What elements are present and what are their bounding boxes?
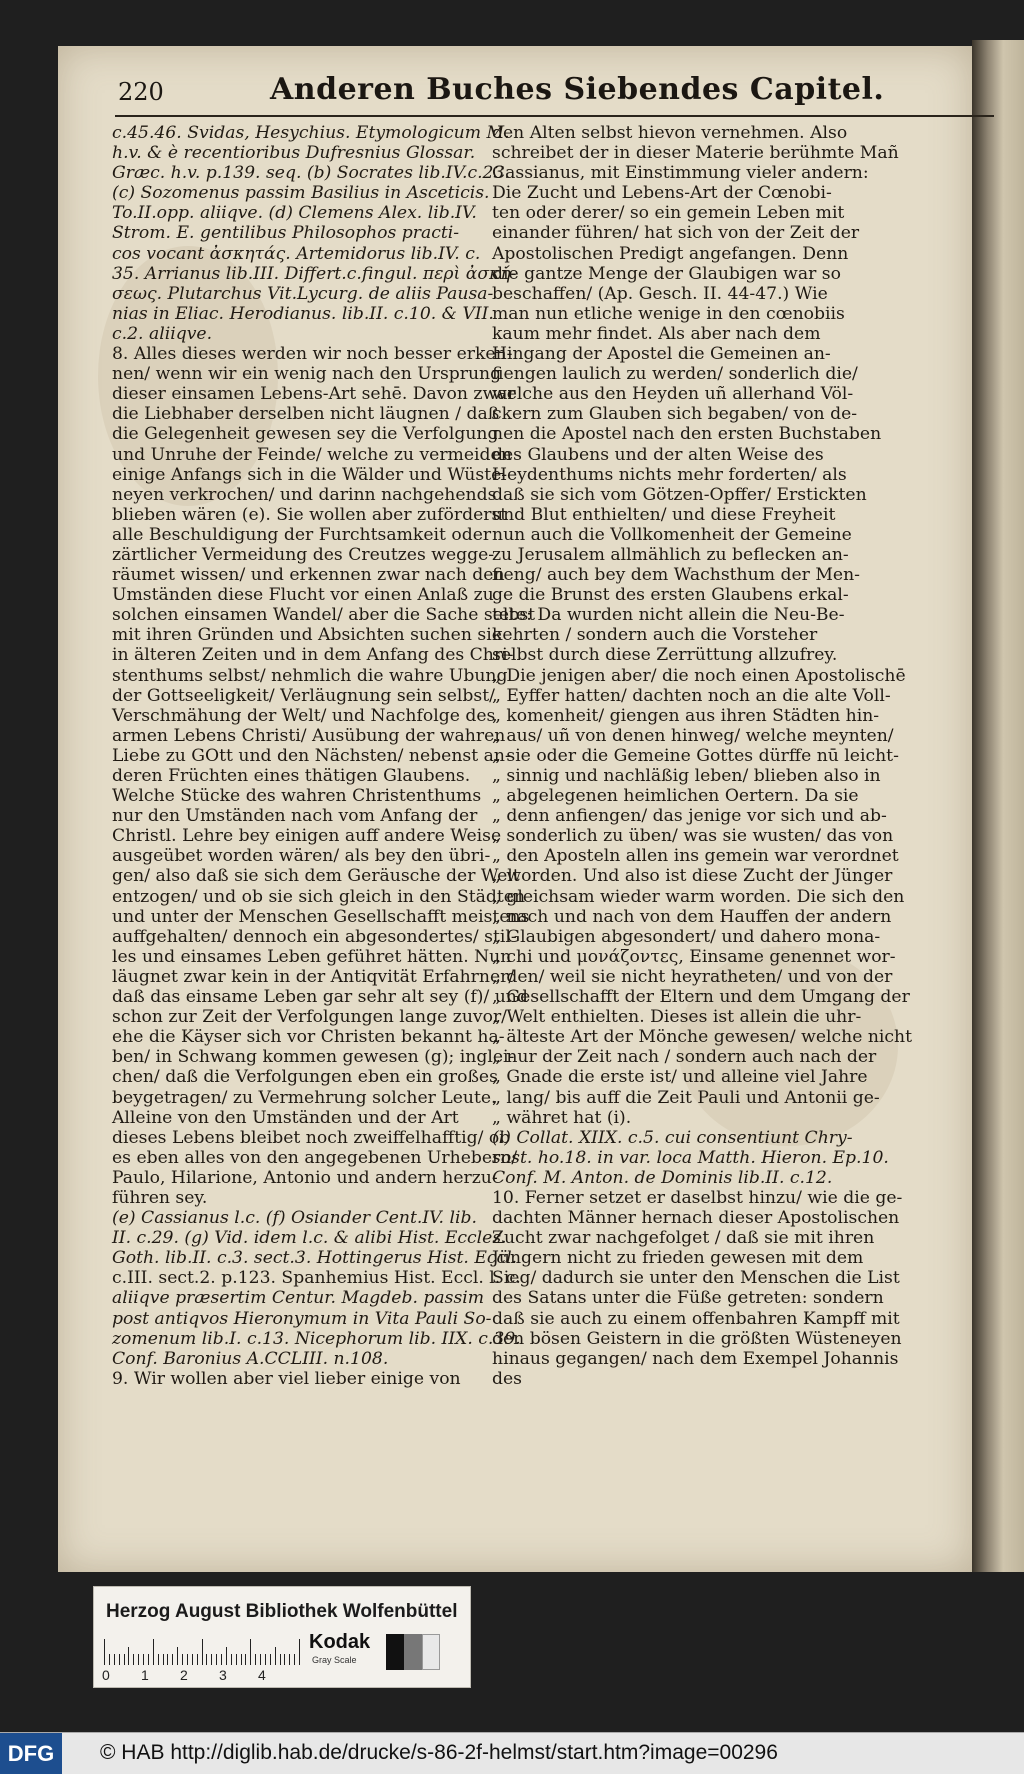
- text-line: Liebe zu GOtt und den Nächsten/ nebenst an-: [112, 745, 511, 766]
- text-line: „ nach und nach von dem Hauffen der andern: [492, 906, 892, 927]
- text-line: mit ihren Gründen und Absichten suchen sie: [112, 625, 502, 646]
- text-line: nias in Eliac. Herodianus. lib.II. c.10. & VII.: [112, 303, 494, 324]
- text-line: „ abgelegenen heimlichen Oertern. Da sie: [492, 786, 859, 807]
- ruler-tick: [124, 1654, 125, 1665]
- text-line: daß sie auch zu einem offenbahren Kampff mit: [492, 1308, 900, 1329]
- text-line: sost. ho.18. in var. loca Matth. Hieron. Ep.10.: [492, 1147, 889, 1168]
- text-line: dachten Männer hernach dieser Apostolischen: [492, 1208, 900, 1229]
- ruler-tick: [231, 1654, 232, 1665]
- ruler-tick: [119, 1654, 120, 1665]
- ruler-tick: [255, 1654, 256, 1665]
- text-line: in älteren Zeiten und in dem Anfang des Chri-: [112, 645, 514, 666]
- text-line: „ aus/ uñ von denen hinweg/ welche meynten/: [492, 725, 894, 746]
- ruler-tick: [177, 1647, 178, 1665]
- text-line: Græc. h.v. p.139. seq. (b) Socrates lib.IV.c.23.: [112, 163, 510, 184]
- text-line: „ komenheit/ giengen aus ihren Städten hin-: [492, 705, 880, 726]
- ruler-tick: [275, 1647, 276, 1665]
- text-line: „ Glaubigen abgesondert/ und dahero mona-: [492, 926, 881, 947]
- text-line: Zucht zwar nachgefolget / daß sie mit ihren: [492, 1228, 875, 1249]
- text-line: „ den Aposteln allen ins gemein war verordnet: [492, 846, 899, 867]
- text-line: tete: Da wurden nicht allein die Neu-Be-: [492, 605, 845, 626]
- text-line: beygetragen/ zu Vermehrung solcher Leute.: [112, 1087, 497, 1108]
- text-line: zärtlicher Vermeidung des Creutzes wegge-: [112, 544, 495, 565]
- text-line: II. c.29. (g) Vid. idem l.c. & alibi Hist. Eccles.: [112, 1228, 507, 1249]
- text-line: post antiqvos Hieronymum in Vita Pauli So-: [112, 1308, 492, 1329]
- text-line: To.II.opp. aliiqve. (d) Clemens Alex. lib.IV.: [112, 203, 477, 224]
- text-line: kaum mehr findet. Als aber nach dem: [492, 323, 821, 344]
- gray-scale-caption: Gray Scale: [312, 1655, 357, 1665]
- text-line: 10. Ferner setzet er daselbst hinzu/ wie die ge-: [492, 1187, 903, 1208]
- ruler-tick: [133, 1654, 134, 1665]
- text-line: daß sie sich vom Götzen-Opffer/ Erstickten: [492, 484, 867, 505]
- text-line: dieses Lebens bleibet noch zweiffelhafftig/ ob: [112, 1127, 511, 1148]
- text-line: (c) Sozomenus passim Basilius in Asceticis.: [112, 183, 490, 204]
- text-line: räumet wissen/ und erkennen zwar nach den: [112, 565, 505, 586]
- text-line: (e) Cassianus l.c. (f) Osiander Cent.IV. lib.: [112, 1208, 477, 1229]
- ruler-tick: [158, 1654, 159, 1665]
- text-line: alle Beschuldigung der Furchtsamkeit oder: [112, 524, 492, 545]
- text-line: Christl. Lehre bey einigen auff andere Weise: [112, 826, 502, 847]
- ruler-number: 2: [180, 1667, 188, 1683]
- measurement-ruler: [104, 1639, 299, 1665]
- text-line: man nun etliche wenige in den cœnobiis: [492, 303, 845, 324]
- ruler-tick: [245, 1654, 246, 1665]
- ruler-number: 0: [102, 1667, 110, 1683]
- text-line: „ Gnade die erste ist/ und alleine viel Jahre: [492, 1067, 868, 1088]
- text-line: ge die Brunst des ersten Glaubens erkal-: [492, 585, 849, 606]
- text-line: hinaus gegangen/ nach dem Exempel Johannis: [492, 1348, 899, 1369]
- ruler-tick: [284, 1654, 285, 1665]
- text-line: „ den/ weil sie nicht heyratheten/ und von der: [492, 966, 893, 987]
- ruler-tick: [143, 1654, 144, 1665]
- ruler-tick: [221, 1654, 222, 1665]
- text-line: zomenum lib.I. c.13. Nicephorum lib. IIX. c.39.: [112, 1328, 521, 1349]
- text-line: h.v. & è recentioribus Dufresnius Glossar.: [112, 143, 476, 164]
- library-label-card: [93, 1586, 471, 1688]
- running-head: Anderen Buches Siebendes Capitel.: [270, 72, 885, 107]
- text-line: „ sonderlich zu üben/ was sie wusten/ das von: [492, 826, 894, 847]
- kodak-brand: Kodak: [309, 1631, 371, 1653]
- text-line: des: [492, 1368, 522, 1389]
- ruler-tick: [163, 1654, 164, 1665]
- text-line: und Blut enthielten/ und diese Freyheit: [492, 504, 836, 525]
- text-line: Goth. lib.II. c.3. sect.3. Hottingerus Hist. Eccl.: [112, 1248, 518, 1269]
- text-line: blieben wären (e). Sie wollen aber zuförderst: [112, 504, 508, 525]
- text-line: deren Früchten eines thätigen Glaubens.: [112, 766, 471, 786]
- text-line: einander führen/ hat sich von der Zeit der: [492, 223, 860, 244]
- text-line: „ lang/ bis auff die Zeit Pauli und Antonii ge-: [492, 1087, 880, 1108]
- text-line: schon zur Zeit der Verfolgungen lange zuvor/: [112, 1007, 507, 1028]
- text-line: Conf. Baronius A.CCLIII. n.108.: [112, 1348, 389, 1369]
- text-line: „ sinnig und nachläßig leben/ blieben also in: [492, 766, 881, 786]
- text-line: führen sey.: [112, 1187, 208, 1208]
- text-line: Apostolischen Predigt angefangen. Denn: [492, 243, 849, 264]
- text-line: „ chi und μονάζοντες, Einsame genennet wor-: [492, 946, 896, 967]
- gray-swatch-black: [386, 1634, 404, 1670]
- text-line: „ Welt enthielten. Dieses ist allein die uhr-: [492, 1007, 862, 1028]
- text-line: Strom. E. gentilibus Philosophos practi-: [112, 223, 460, 244]
- text-line: aliiqve præsertim Centur. Magdeb. passim: [112, 1288, 485, 1309]
- text-line: chen/ daß die Verfolgungen eben ein großes: [112, 1067, 498, 1088]
- left-text-column: [112, 123, 536, 1389]
- text-line: Heydenthums nichts mehr forderten/ als: [492, 464, 847, 485]
- ruler-number: 4: [258, 1667, 266, 1683]
- text-line: neyen verkrochen/ und darinn nachgehends: [112, 484, 497, 505]
- text-line: σεως. Plutarchus Vit.Lycurg. de aliis Pausa-: [112, 283, 494, 304]
- text-line: 9. Wir wollen aber viel lieber einige von: [112, 1368, 461, 1389]
- ruler-tick: [211, 1654, 212, 1665]
- text-line: die Gelegenheit gewesen sey die Verfolgung: [112, 424, 499, 445]
- ruler-tick: [197, 1654, 198, 1665]
- text-line: „ worden. Und also ist diese Zucht der Jünger: [492, 866, 893, 887]
- text-line: kehrten / sondern auch die Vorsteher: [492, 625, 818, 646]
- text-line: entzogen/ und ob sie sich gleich in den Städten: [112, 886, 526, 907]
- text-line: schreibet der in dieser Materie berühmte Mañ: [492, 143, 899, 164]
- text-line: „ älteste Art der Mönche gewesen/ welche nicht: [492, 1027, 913, 1048]
- text-line: ten oder derer/ so ein gemein Leben mit: [492, 203, 845, 224]
- text-line: nun auch die Vollkomenheit der Gemeine: [492, 524, 852, 545]
- ruler-tick: [241, 1654, 242, 1665]
- text-line: 8. Alles dieses werden wir noch besser erken-: [112, 344, 513, 365]
- ruler-tick: [167, 1654, 168, 1665]
- text-line: „ nur der Zeit nach / sondern auch nach der: [492, 1047, 877, 1068]
- text-line: les und einsames Leben geführet hätten. Nun: [112, 946, 512, 967]
- ruler-tick: [104, 1639, 105, 1665]
- ruler-tick: [109, 1654, 110, 1665]
- text-line: „ denn anfiengen/ das jenige vor sich und ab-: [492, 806, 887, 827]
- ruler-number: 3: [219, 1667, 227, 1683]
- text-line: Welche Stücke des wahren Christenthums: [112, 786, 482, 807]
- ruler-tick: [202, 1639, 203, 1665]
- text-line: stenthums selbst/ nehmlich die wahre Ubung: [112, 665, 508, 686]
- text-line: cos vocant ἀσκητάς. Artemidorus lib.IV. c.: [112, 243, 481, 264]
- text-line: c.2. aliiqve.: [112, 323, 213, 344]
- text-line: ehe die Käyser sich vor Christen bekannt ha-: [112, 1027, 505, 1048]
- right-text-column: [492, 123, 913, 1389]
- ruler-tick: [172, 1654, 173, 1665]
- ruler-tick: [299, 1639, 300, 1665]
- ruler-tick: [260, 1654, 261, 1665]
- text-line: ckern zum Glauben sich begaben/ von de-: [492, 404, 858, 425]
- text-line: armen Lebens Christi/ Ausübung der wahren: [112, 725, 506, 746]
- text-line: c.III. sect.2. p.123. Spanhemius Hist. Eccl. l. c.: [112, 1268, 521, 1289]
- text-line: den bösen Geistern in die größten Wüsteneyen: [492, 1328, 902, 1349]
- text-line: „ Die jenigen aber/ die noch einen Apostolischē: [492, 665, 906, 686]
- text-line: Conf. M. Anton. de Dominis lib.II. c.12.: [492, 1167, 833, 1188]
- text-line: nur den Umständen nach vom Anfang der: [112, 806, 478, 827]
- copyright-url-text: © HAB http://diglib.hab.de/drucke/s-86-2f-helmst/start.htm?image=00296: [100, 1741, 778, 1764]
- ruler-tick: [294, 1654, 295, 1665]
- text-line: Jüngern nicht zu frieden gewesen mit dem: [492, 1248, 864, 1269]
- text-line: die gantze Menge der Glaubigen war so: [492, 263, 841, 284]
- ruler-tick: [182, 1654, 183, 1665]
- viewer-footer: [0, 1732, 1024, 1774]
- text-line: des Satans unter die Füße getreten: sondern: [492, 1288, 884, 1309]
- text-line: nen/ wenn wir ein wenig nach den Ursprung: [112, 364, 502, 385]
- text-line: zu Jerusalem allmählich zu beflecken an-: [492, 544, 849, 565]
- ruler-tick: [216, 1654, 217, 1665]
- ruler-tick: [187, 1654, 188, 1665]
- text-line: Alleine von den Umständen und der Art: [112, 1107, 459, 1128]
- text-line: auffgehalten/ dennoch ein abgesondertes/ stil-: [112, 926, 517, 947]
- text-line: Verschmähung der Welt/ und Nachfolge des: [112, 705, 496, 726]
- text-line: fieng/ auch bey dem Wachsthum der Men-: [492, 565, 860, 586]
- text-line: „ sie oder die Gemeine Gottes dürffe nū leicht-: [492, 745, 899, 766]
- ruler-tick: [114, 1654, 115, 1665]
- ruler-tick: [148, 1654, 149, 1665]
- ruler-tick: [206, 1654, 207, 1665]
- ruler-tick: [226, 1647, 227, 1665]
- text-line: läugnet zwar kein in der Antiqvität Erfahrner/: [112, 966, 515, 987]
- text-line: Hingang der Apostel die Gemeinen an-: [492, 344, 831, 365]
- ruler-tick: [265, 1654, 266, 1665]
- ruler-tick: [138, 1654, 139, 1665]
- text-line: selbst durch diese Zerrüttung allzufrey.: [492, 645, 838, 666]
- gray-swatch-mid: [404, 1634, 422, 1670]
- text-line: „ Eyffer hatten/ dachten noch an die alte Voll-: [492, 685, 891, 706]
- text-line: es eben alles von den angegebenen Urhebern/: [112, 1147, 518, 1168]
- ruler-number: 1: [141, 1667, 149, 1683]
- text-line: ausgeübet worden wären/ als bey den übri-: [112, 846, 491, 867]
- text-line: nen die Apostel nach den ersten Buchstaben: [492, 424, 882, 445]
- text-line: Umständen diese Flucht vor einen Anlaß zu: [112, 585, 494, 606]
- text-line: welche aus den Heyden uñ allerhand Völ-: [492, 384, 854, 405]
- text-line: einige Anfangs sich in die Wälder und Wüste-: [112, 464, 508, 485]
- text-line: solchen einsamen Wandel/ aber die Sache selbst: [112, 605, 536, 626]
- ruler-tick: [250, 1639, 251, 1665]
- text-line: gen/ also daß sie sich dem Geräusche der Welt: [112, 866, 520, 887]
- text-line: des Glaubens und der alten Weise des: [492, 444, 824, 465]
- ruler-tick: [153, 1639, 154, 1665]
- gray-swatch-white: [422, 1634, 440, 1670]
- text-line: 35. Arrianus lib.III. Differt.c.fingul. περὶ ἀσκή-: [112, 263, 517, 284]
- text-line: den Alten selbst hievon vernehmen. Also: [492, 123, 848, 143]
- text-line: fiengen laulich zu werden/ sonderlich die/: [492, 364, 858, 385]
- text-line: beschaffen/ (Ap. Gesch. II. 44-47.) Wie: [492, 283, 828, 304]
- library-name: Herzog August Bibliothek Wolfenbüttel: [106, 1601, 458, 1622]
- text-line: und Unruhe der Feinde/ welche zu vermeiden: [112, 444, 512, 465]
- ruler-tick: [289, 1654, 290, 1665]
- text-line: „ Gesellschafft der Eltern und dem Umgang der: [492, 987, 910, 1008]
- text-line: (i) Collat. XIIX. c.5. cui consentiunt Chry-: [492, 1127, 853, 1148]
- ruler-tick: [280, 1654, 281, 1665]
- ruler-tick: [270, 1654, 271, 1665]
- header-rule: [115, 115, 994, 117]
- text-line: der Gottseeligkeit/ Verläugnung sein selbst/: [112, 685, 495, 706]
- ruler-tick: [236, 1654, 237, 1665]
- next-page-edge: [972, 40, 1024, 1572]
- text-line: „ währet hat (i).: [492, 1107, 632, 1128]
- text-line: daß das einsame Leben gar sehr alt sey (f)/ und: [112, 987, 528, 1008]
- text-line: c.45.46. Svidas, Hesychius. Etymologicum M.: [112, 123, 510, 143]
- text-line: und unter der Menschen Gesellschafft meistens: [112, 906, 530, 927]
- text-line: Cassianus, mit Einstimmung vieler andern:: [492, 163, 869, 184]
- page-number: 220: [118, 78, 164, 106]
- text-line: Die Zucht und Lebens-Art der Cœnobi-: [492, 183, 832, 204]
- text-line: Sieg/ dadurch sie unter den Menschen die List: [492, 1268, 900, 1289]
- text-line: dieser einsamen Lebens-Art sehē. Davon zwar: [112, 384, 516, 405]
- text-line: ben/ in Schwang kommen gewesen (g); inglei-: [112, 1047, 515, 1068]
- text-line: Paulo, Hilarione, Antonio und andern herzu-: [112, 1167, 498, 1188]
- ruler-tick: [128, 1647, 129, 1665]
- dfg-logo: DFG: [0, 1733, 62, 1774]
- text-line: „ gleichsam wieder warm worden. Die sich den: [492, 886, 905, 907]
- ruler-tick: [192, 1654, 193, 1665]
- text-line: die Liebhaber derselben nicht läugnen / daß: [112, 404, 500, 425]
